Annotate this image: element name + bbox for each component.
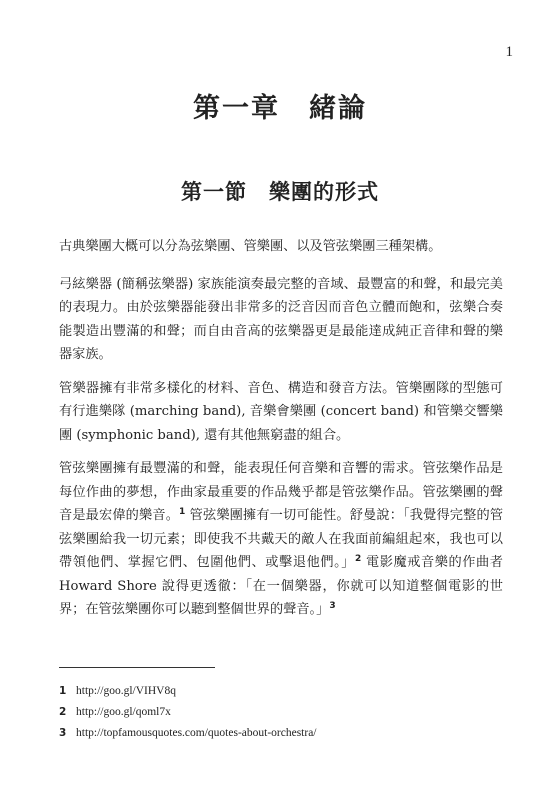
footnote-ref-3[interactable]: 3 [329,601,336,611]
footnotes [59,681,503,744]
footnote-link[interactable]: http://goo.gl/qoml7x [76,706,171,718]
body-text [59,235,503,632]
paragraph-4-segment-3: 電影魔戒音樂的作曲者 Howard Shore 說得更透徹：「在一個樂器，你就可以知道整個電影的世界；在管弦樂團你可以聽到整個世界的聲音。」 [59,555,503,617]
footnote-number: 1 [59,685,67,697]
footnote-item [59,723,503,744]
footnote-link[interactable]: http://topfamousquotes.com/quotes-about-orchestra/ [76,727,317,739]
chapter-title: 第一章 緒論 [193,93,367,124]
paragraph-4-segment-2: 管弦樂團擁有一切可能性。舒曼說：「我覺得完整的管弦樂團給我一切元素；即使我不共戴天的敵人在我面前編組起來，我也可以帶領他們、掌握它們、包圍他們、或擊退他們。」 [59,508,504,570]
footnote-item [59,702,503,723]
page-number: 1 [505,44,513,60]
paragraph-1: 古典樂團大概可以分為弦樂團、管樂團、以及管弦樂團三種架構。 [59,239,442,254]
paragraph-4 [59,457,503,622]
footnote-number: 2 [59,706,67,718]
footnote-divider [59,667,215,668]
footnote-ref-2[interactable]: 2 [354,554,362,564]
footnote-number: 3 [59,727,67,739]
paragraph-4-segment-1: 管弦樂團擁有最豐滿的和聲，能表現任何音樂和音響的需求。管弦樂作品是每位作曲的夢想，作曲家最重要的作品幾乎都是管弦樂作品。管弦樂團的聲音是最宏偉的樂音。 [59,461,503,523]
paragraph-3: 管樂器擁有非常多樣化的材料、音色、構造和發音方法。管樂團隊的型態可有行進樂隊 (marching band), 音樂會樂團 (concert band) 和管樂交響樂團 (symphonic band), 還有其他無窮盡的組合。 [59,380,503,443]
footnote-item [59,681,503,702]
footnote-link[interactable]: http://goo.gl/VIHV8q [76,685,176,697]
section-title: 第一節 樂團的形式 [181,180,379,204]
paragraph-2: 弓絃樂器 (簡稱弦樂器) 家族能演奏最完整的音域、最豐富的和聲，和最完美的表現力。由於弦樂器能發出非常多的泛音因而音色立體而飽和，弦樂合奏能製造出豐滿的和聲；而自由音高的弦樂器更是最能達成純正音律和聲的樂器家族。 [59,276,503,362]
footnote-ref-1[interactable]: 1 [179,507,186,517]
